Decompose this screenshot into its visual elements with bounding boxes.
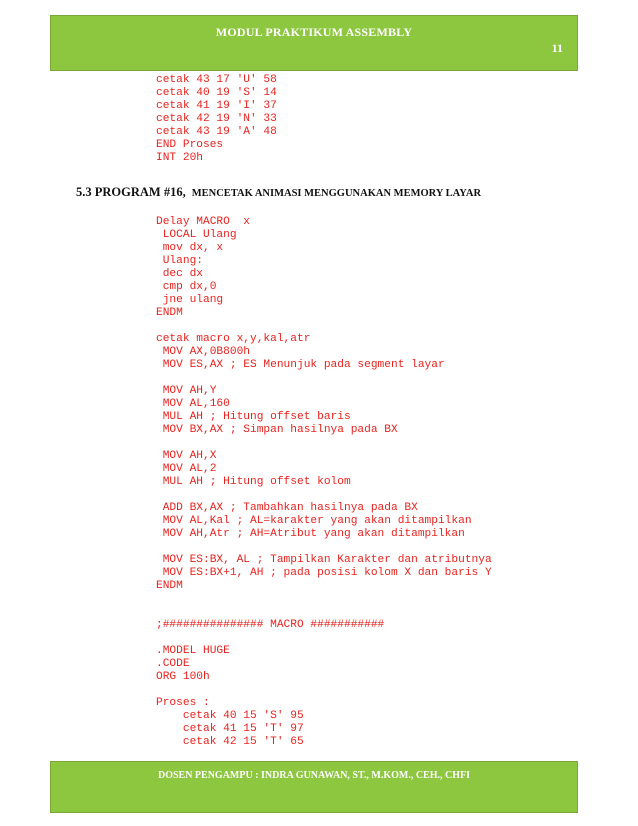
code-block-top: cetak 43 17 'U' 58 cetak 40 19 'S' 14 cetak 41 19 'I' 37 cetak 42 19 'N' 33 cetak 43 19 'A' 48 END Proses INT 20h xyxy=(156,74,277,164)
code-block-main: Delay MACRO x LOCAL Ulang mov dx, x Ulang: dec dx cmp dx,0 jne ulang ENDM cetak macro x,y,kal,atr MOV AX,0B800h MOV ES,AX ; ES Menunjuk pada segment layar MOV AH,Y MOV AL,160 MUL AH ; Hitung offset baris MOV BX,AX ; Simpan hasilnya pada BX MOV AH,X MOV AL,2 MUL AH ; Hitung offset kolom ADD BX,AX ; Tambahkan hasilnya pada BX MOV AL,Kal ; AL=karakter yang akan ditampilkan MOV AH,Atr ; AH=Atribut yang akan ditampilkan MOV ES:BX, AL ; Tampilkan Karakter dan atributnya MOV ES:BX+1, AH ; pada posisi kolom X dan baris Y ENDM ;############### MACRO ########### .MODEL HUGE .CODE ORG 100h Proses : cetak 40 15 'S' 95 cetak 41 15 'T' 97 cetak 42 15 'T' 65 xyxy=(156,216,492,748)
header-title: MODUL PRAKTIKUM ASSEMBLY xyxy=(215,25,413,39)
section-title: MENCETAK ANIMASI MENGGUNAKAN MEMORY LAYAR xyxy=(191,188,482,199)
section-program: PROGRAM #16, xyxy=(94,185,186,199)
section-heading xyxy=(76,185,481,200)
page-header xyxy=(50,15,578,71)
page-footer xyxy=(50,761,578,813)
footer-text: DOSEN PENGAMPU : INDRA GUNAWAN, ST., M.KOM., CEH., CHFI xyxy=(157,770,471,781)
section-number: 5.3 xyxy=(76,185,92,199)
page-number: 11 xyxy=(551,41,563,55)
